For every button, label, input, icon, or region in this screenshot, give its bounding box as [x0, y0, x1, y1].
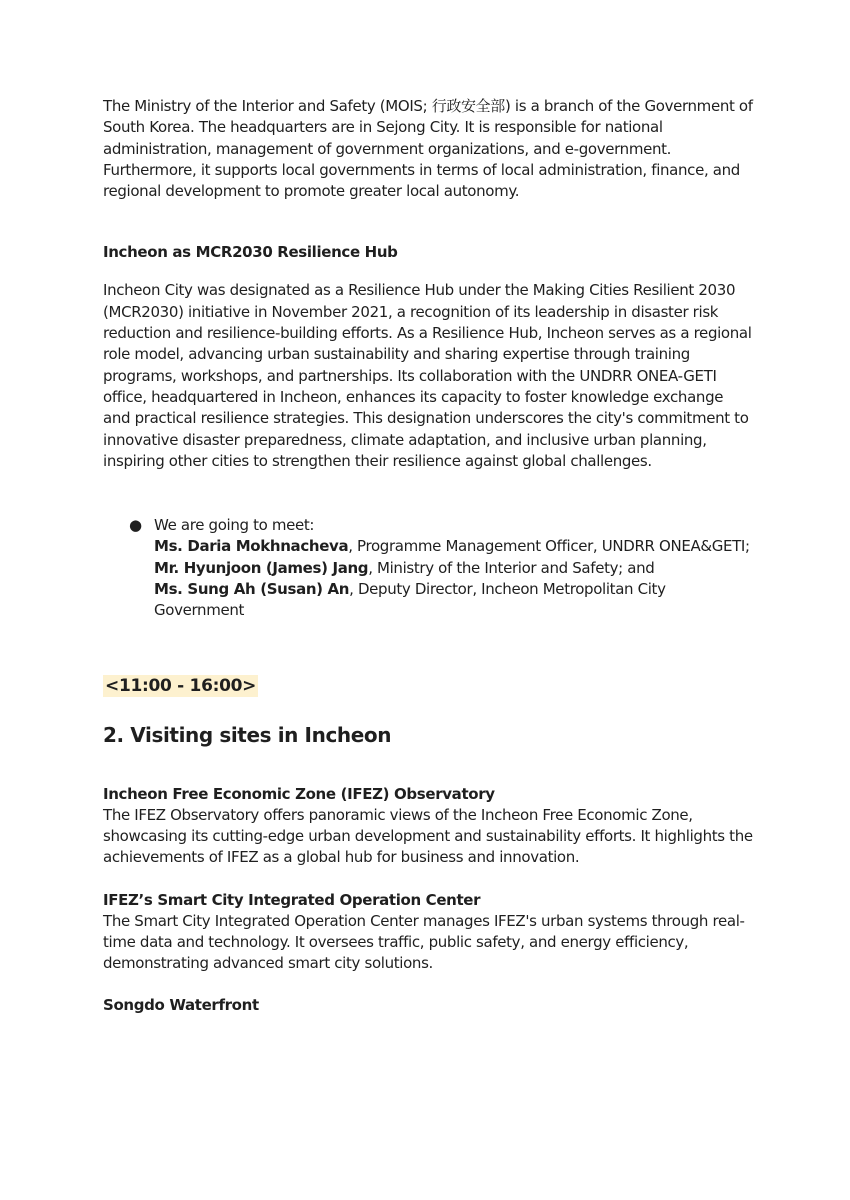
person-1-role: , Programme Management Officer, UNDRR ONEA&GETI; [348, 537, 750, 556]
site-3-title: Songdo Waterfront [103, 996, 259, 1015]
person-3-name: Ms. Sung Ah (Susan) An [154, 580, 350, 599]
meeting-list [103, 515, 753, 621]
meeting-list-item [129, 515, 753, 621]
resilience-hub-paragraph: Incheon City was designated as a Resilience Hub under the Making Cities Resilient 2030 (MCR2030) initiative in November 2021, a recognition of its leadership in disaster risk reduction and resilience-building efforts. As a Resilience Hub, Incheon serves as a regional role model, advancing urban sustainability and sharing expertise through training programs, workshops, and partnerships. Its collaboration with the UNDRR ONEA-GETI office, headquartered in Incheon, enhances its capacity to foster knowledge exchange and practical resilience strategies. This designation underscores the city's commitment to innovative disaster preparedness, climate adaptation, and inclusive urban planning, inspiring other cities to strengthen their resilience against global challenges. [103, 281, 752, 470]
person-3-role: , Deputy Director, Incheon Metropolitan City Government [154, 580, 666, 620]
person-3 [154, 579, 753, 622]
site-1-description: The IFEZ Observatory offers panoramic views of the Incheon Free Economic Zone, showcasing its cutting-edge urban development and sustainability efforts. It highlights the achievements of IFEZ as a global hub for business and innovation. [103, 805, 753, 867]
bullet-icon: ● [129, 516, 142, 535]
person-2-name: Mr. Hyunjoon (James) Jang [154, 558, 369, 577]
site-1-title: Incheon Free Economic Zone (IFEZ) Observatory [103, 784, 495, 803]
site-2-description: The Smart City Integrated Operation Center manages IFEZ's urban systems through real-time data and technology. It oversees traffic, public safety, and energy efficiency, demonstrating advanced smart city solutions. [103, 911, 745, 973]
ministry-intro-paragraph: The Ministry of the Interior and Safety (MOIS; 行政安全部) is a branch of the Government of South Korea. The headquarters are in Sejong City. It is responsible for national administration, management of government organizations, and e-government. Furthermore, it supports local governments in terms of local administration, finance, and regional development to promote greater local autonomy. [103, 97, 753, 201]
section-2-heading: 2. Visiting sites in Incheon [103, 722, 392, 747]
time-slot [103, 676, 753, 696]
person-1-name: Ms. Daria Mokhnacheva [154, 537, 349, 556]
person-2 [154, 558, 753, 579]
person-1 [154, 536, 753, 557]
time-slot-label: <11:00 - 16:00> [105, 675, 257, 696]
resilience-hub-heading: Incheon as MCR2030 Resilience Hub [103, 243, 398, 262]
person-2-role: , Ministry of the Interior and Safety; and [368, 558, 655, 577]
document-page [103, 96, 753, 1016]
meeting-intro: We are going to meet: [154, 516, 315, 535]
site-2-title: IFEZ’s Smart City Integrated Operation Center [103, 890, 481, 909]
